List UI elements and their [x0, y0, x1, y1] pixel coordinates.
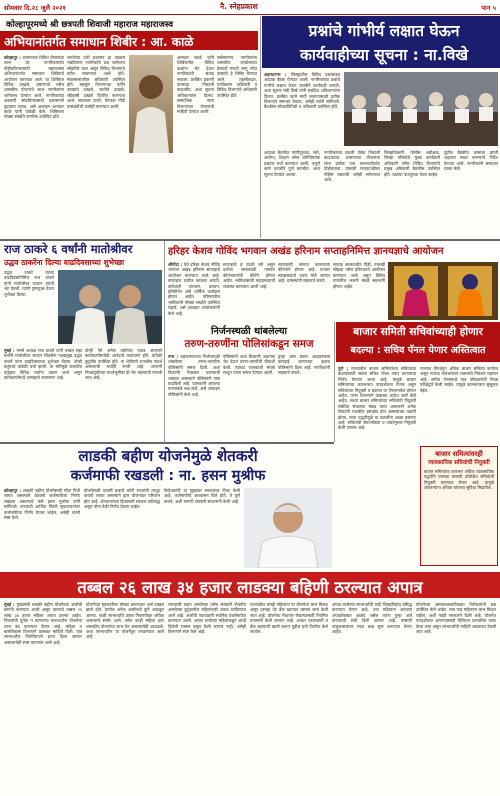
s3-body-col1: उद्धव ठाकरे यांच्या वाढदिवसानिमित्त राज ठाकरे यांनी मातोश्रीवर जाऊन त्यांची भेट घेतली. त्यांनी पुष्पगुच्छ देऊन शुभेच्छा दिल्या. [4, 270, 54, 297]
s8-headline: तब्बल २६ लाख ३४ हजार लाडक्या बहिणी ठरल्यात अपात्र [77, 578, 423, 597]
s3-body-col3: दोन्ही नेते अनेक वर्षांनंतर एकत्र आल्याने कार्यकर्त्यांमध्येही आनंदाचे वातावरण होते. यावेळी कुटुंबीय उपस्थित होते. या भेटीमागे राजकीय संदर्भ असल्याची चर्चाही रंगली आहे. आगामी निवडणुकीच्या पार्श्वभूमीवर ही भेट महत्त्वाची मानली जात आहे. [85, 348, 162, 381]
s8-body-col6: योजनेच्या अंमलबजावणीबाबत विरोधकांनी प्रश्न उपस्थित केले आहेत. मात्र पात्र महिलांना लाभ मिळत राहील, अशी ग्वाही सरकारने दिली आहे. योजनेत पारदर्शकता आणण्यासाठी डिजिटल प्रणालीचा वापर केला जात असून लाभार्थ्यांची माहिती अद्ययावत ठेवली जात आहे. [416, 602, 496, 635]
s6-body: राज्यातील बाजार समित्यांच्या सचिवांच्या बदल्यांसाठी स्वतंत्र सचिव पॅनल तयार करण्याचा निर्णय घेण्यात आला आहे. यामुळे बाजार समित्यांच्या कारभारात पारदर्शकता येणार असून सचिवांच्या नियुक्ती व बदल्या या पॅनलमार्फत होणार आहेत. पणन विभागाने याबाबत आदेश जारी केले आहेत. [338, 366, 416, 404]
s8-body: मुख्यमंत्री लाडकी बहीण योजनेच्या अर्जांची छाननी करण्यात आली असून त्यामध्ये तब्बल २६ लाख ३४ हजार महिला अपात्र ठरल्या आहेत. निकषांची पूर्तता न करणाऱ्या लाभार्थ्यांना योजनेचा लाभ बंद करण्यात येणार आहे. महिला व बालविकास विभागाने याबाबत माहिती दिली. पात्र लाभार्थ्यांना नियमितपणे हप्ता दिला जाणार असल्याचेही स्पष्ट करण्यात आले आहे. [4, 602, 82, 645]
issue-date: सोमवार दि.२८ जुलै २०२१ [4, 4, 66, 12]
s5-byline: नगर : [168, 354, 179, 359]
s7-body: लाडकी बहीण योजनेसाठी मोठा निधी लागत असल्याने शेतकरी कर्जमाफीचा निर्णय रखडला असल्याचे मंत्री हसन मुश्रीफ यांनी सांगितले. राज्याची आर्थिक स्थिती सुधारल्यानंतर कर्जमाफीचा निर्णय घेतला जाईल, असेही त्यांनी स्पष्ट केले. [4, 488, 80, 521]
s8-body-col1 [4, 602, 82, 794]
s5-body-col3: पुन्हा असा प्रकार आढळल्यास कारवाई करण्याचा इशारा पोलिसांनी दिला आहे. नागरिकांनी सहकार्य करावे. [278, 354, 330, 376]
s8-body-col5: अपात्र ठरलेल्या लाभार्थ्यांची यादी जिल्हानिहाय प्रसिद्ध करण्यात येणार आहे. ज्या महिलांना आपल्या अपात्रतेबाबत आक्षेप असेल त्यांना पुन्हा अर्ज करण्याची संधी दिली जाणार आहे. यासाठी तालुकास्तरावर मदत कक्ष सुरू करण्यात येणार आहेत. [332, 602, 412, 635]
s3-body-col2 [4, 348, 82, 438]
s4-deity-icon [388, 262, 498, 320]
s6-sidebar-title-line2: व्यावसायिक सचिवांची नियुक्ती [428, 460, 490, 466]
s3-photo [58, 270, 162, 344]
s2-body-col1 [264, 72, 340, 146]
s8-body-col4: राज्यातील लाखो महिलांना या योजनेचा लाभ मिळत असून दरमहा थेट बँक खात्यात रक्कम जमा केली जात आहे. योजनेचा गैरवापर रोखण्यासाठी नियमित तपासणी केली जाणार आहे. आधार पडताळणी व बँक खात्याची खात्री करून पुढील हप्ते वितरित केले जातील. [250, 602, 328, 635]
s1-body-col2: जनतेच्या दारी प्रशासन हा उपक्रम राबविताना नागरिकांचे प्रश्न जागेवरच सोडविले जात असून विविध विभागांचे स्टॉल लावण्यात आले होते. मंडलस्तरावरील अधिकारी उपस्थित होते. महसूल विभागाच्या वतीने उत्पन्नाचे दाखले, जातीचे दाखले, रहिवासी दाखले वितरित करण्यात आले. सातबारा उतारे, फेरफार नोंदी यासंबंधीची कामेही करण्यात आली. [67, 55, 125, 109]
s5-body: शहरालगतच्या निर्जनस्थळी थांबलेल्या तरुण-तरुणींना पोलिसांनी समज दिली. अशा ठिकाणी गैरप्रकार घडण्याची शक्यता असल्याने पोलिसांनी गस्त वाढविली आहे. पालकांनी आपल्या पाल्यांकडे लक्ष द्यावे, असे आवाहन पोलिसांनी केले आहे. [168, 354, 220, 397]
s2-photo [344, 72, 498, 146]
s3-body: मनसे अध्यक्ष राज ठाकरे यांनी तब्बल सहा वर्षांनी मातोश्रीवर जाऊन शिवसेना पक्षप्रमुख उद्धव ठाकरे यांना वाढदिवसाच्या शुभेच्छा दिल्या. दोन्ही बंधूंमध्ये यावेळी चर्चा झाली. या भेटीमुळे राजकीय वर्तुळात विविध चर्चांना उधाण आले असून कार्यकर्त्यांमध्ये उत्साहाचे वातावरण आहे. [4, 348, 82, 381]
s5-kicker: निर्जनस्थळी थांबलेल्या [210, 326, 288, 337]
s5-headline: तरुण-तरुणींना पोलिसांकडून समज [184, 338, 314, 350]
s7-photo [244, 488, 332, 568]
s2-body-col4: जिल्हाधिकारी, पोलीस अधीक्षक, जिल्हा परिषदेचे मुख्य कार्यकारी अधिकारी तसेच विविध विभागांचे प्रमुख अधिकारी बैठकीस उपस्थित होते. प्रश्नांचा पाठपुरावा केला जाईल. [384, 150, 440, 177]
s5-body-col1 [168, 354, 220, 440]
s1-body-col4: सर्वसामान्य नागरिकांना शासकीय कार्यालयात हेलपाटे मारावे लागू नयेत यासाठी हे शिबिर घेण्यात आले. तहसीलदार, गटविकास अधिकारी व विविध विभागांचे अधिकारी उपस्थित होते. [217, 55, 257, 98]
s4-byline: श्रीगोंदा : [168, 262, 183, 267]
s2-body-col3: नागरिकांच्या तक्रारी वेळेत निकाली काढाव्यात. शासनाच्या योजनांचा लाभ प्रत्येक पात्र लाभार्थ्यापर्यंत पोहोचवावा, यासाठी गावपातळीवर मोहीम राबवावी असेही सांगण्यात आले. [324, 150, 380, 183]
paper-name: नै. स्नेहप्रकाश [220, 2, 258, 11]
s6-headline-line1: बाजार समिती सचिवांच्याही होणार [353, 326, 483, 338]
s6-byline: पुणे : [338, 366, 349, 371]
s8-byline: मुंबई : [4, 602, 15, 607]
s6-headline-line2: बदल्या : सचिव पॅनल येणार अस्तित्वात [350, 345, 486, 356]
s3-subheadline: उद्धव ठाकरेंना दिल्या वाढदिवसाच्या शुभेच्छा [4, 258, 125, 267]
s7-headline-line2: कर्जमाफी रखडली : ना. हसन मुश्रीफ [70, 468, 266, 484]
s3-byline: मुंबई : [4, 348, 15, 353]
s3-people-icon [58, 270, 162, 344]
s4-body-col2: सप्ताहाचे हे यंदाचे वर्ष असून दररोज सायंकाळी नामवंत कीर्तनकारांची कीर्तने होणार आहेत. भाविकांसाठी महाप्रसादाची व्यवस्था करण्यात आली आहे. [223, 262, 275, 289]
s2-body-col2: आढावा बैठकीत पाणीपुरवठा, रस्ते, आरोग्य, शिक्षण तसेच शेतीविषयक प्रश्नांवर चर्चा करण्यात आली. अपूर्ण कामे तातडीने पूर्ण करावीत, अशा सूचना देण्यात आल्या. [264, 150, 320, 177]
s6-sidebar-body: बाजार समित्यांचा कारभार अधिक व्यावसायिक पद्धतीने चालावा यासाठी प्रशिक्षित सचिवांची नियुक्ती करण्यात येणार आहे. यामुळे शेतकऱ्यांना अधिक चांगल्या सुविधा मिळतील. [424, 469, 494, 491]
s4-headline: हरिहर केशव गोविंद भगवान अखंड हरिनाम सप्ताहनिमित्त ज्ञानयज्ञाचे आयोजन [168, 246, 444, 257]
s2-body: जिल्ह्यातील विविध प्रश्नांबाबत आढावा बैठक घेण्यात आली. नागरिकांच्या प्रश्नांचे गांभीर्य लक्षात घेऊन तातडीने कार्यवाही करावी, अशा सूचना मंत्री विखे यांनी संबंधित अधिकाऱ्यांना दिल्या. प्रलंबित कामे मार्गी लावण्यासाठी प्रत्येक विभागाने समन्वय ठेवावा, असेही त्यांनी सांगितले. बैठकीस लोकप्रतिनिधी व अधिकारी उपस्थित होते. [264, 72, 340, 110]
s4-body-col1 [168, 262, 220, 320]
s3-headline: राज ठाकरे ६ वर्षांनी मातोश्रीवर [4, 242, 133, 256]
s1-body: शासनाच्या विविध योजनांचा लाभ थेट नागरिकांपर्यंत पोहोचविण्यासाठी महाराजस्व अभियानांतर्गत समाधान शिबिराचे आयोजन करण्यात आले. या शिबिरात विविध दाखले, प्रमाणपत्रे तसेच शासकीय योजनांचे लाभ नागरिकांना जागेवरच देण्यात आले. नागरिकांच्या अडचणी सोडविण्यासाठी प्रशासनाने पुढाकार घ्यावा, असे आवाहन आमदार काळे यांनी यावेळी केले. शिबिराला मोठ्या संख्येने नागरिक उपस्थित होते. [4, 55, 64, 120]
s2-body-col5: पुढील बैठकीत कामांचा प्रगती अहवाल सादर करण्याचे निर्देश देण्यात आले. नागरिकांनी समाधान व्यक्त केले. [444, 150, 498, 172]
s1-person-icon [129, 55, 173, 153]
s8-body-col2: योजनेच्या सुरुवातीला मोठ्या प्रमाणावर अर्ज दाखल झाले होते. यातील अनेक अर्जांमध्ये त्रुटी आढळून आल्या. काही लाभार्थ्यांचे उत्पन्न निकषापेक्षा अधिक असल्याचे समोर आले. तसेच काही महिला इतर शासकीय योजनांचा लाभ घेत असल्याचेही आढळले. अशा लाभार्थ्यांना या योजनेतून वगळण्यात आले आहे. [86, 602, 164, 640]
s1-byline: कोल्हापूर : [4, 55, 21, 60]
s2-byline: अहमदनगर : [264, 72, 287, 77]
s6-body-col1: पुणे : राज्यातील बाजार समित्यांच्या सचिवांच्या बदल्यांसाठी स्वतंत्र सचिव पॅनल तयार करण्याचा निर्णय घेण्यात आला आहे. यामुळे बाजार समित्यांच्या कारभारात पारदर्शकता येणार असून सचिवांच्या नियुक्ती व बदल्या या पॅनलमार्फत होणार आहेत. पणन विभागाने याबाबत आदेश जारी केले आहेत. सध्या बाजार समित्यांच्या सचिवांची नियुक्ती संबंधित संचालक मंडळ करत असल्याने अनेक ठिकाणी राजकीय हस्तक्षेप होत असल्याच्या तक्रारी होत्या. नव्या पद्धतीमुळे या तक्रारींना आळा बसणार आहे. सचिवांची सेवाज्येष्ठता व पात्रतेनुसार नियुक्ती केली जाणार आहे. [338, 366, 416, 431]
s2-headline-line2: कार्यवाहीच्या सूचना : ना.विखे [299, 46, 469, 64]
s1-photo [129, 55, 173, 153]
s2-headline-line1: प्रश्नांचे गांभीर्य लक्षात घेऊन [308, 22, 460, 40]
s6-body-col2: राज्यात तीनशेहून अधिक बाजार समित्या कार्यरत असून त्यांच्या कारभारावर शासनाचे नियंत्रण राहणार आहे. सचिव पॅनलमध्ये पात्र उमेदवारांची निवड परीक्षेद्वारे केली जाईल. यामुळे कामकाजात सुसूत्रता येईल. [420, 366, 498, 393]
s4-photo [388, 262, 498, 320]
s7-person-icon [244, 488, 332, 568]
s7-body-col3: विरोधकांनी या मुद्द्यावर सरकारवर टीका केली आहे. कर्जमाफीचे आश्वासन दिले होते, ते पूर्ण करावे, अशी मागणी शेतकरी संघटनांनी केली आहे. [164, 488, 240, 504]
s1-body-col3: आमदार काळे यांनी शिबिरातील विविध कक्षांना भेट देऊन नागरिकांशी संवाद साधला. प्रलंबित प्रकरणे तात्काळ निकाली काढावीत, अशा सूचना अधिकाऱ्यांना दिल्या. सामाजिक न्याय विभागाच्या योजनांची माहिती देण्यात आली. [177, 55, 214, 115]
s1-body-col1 [4, 55, 64, 238]
s4-body-col4: सप्ताह कालावधीत दिंडी, पालखी सोहळा तसेच हरिपाठाचे आयोजन करण्यात आले असून विविध गावांतील भजनी मंडळे सहभागी होणार आहेत. [333, 262, 385, 289]
s7-body-col2: योजनेसाठी दरवर्षी हजारो कोटी रुपयांची तरतूद करावी लागत असल्याने इतर योजनांवर परिणाम होत आहे. शेतकऱ्यांच्या हितासाठी सरकार कटिबद्ध असून योग्य वेळी निर्णय घेतला जाईल. [84, 488, 160, 510]
s1-headline: अभियानांतर्गत समाधान शिबीर : आ. काळे [4, 35, 194, 49]
s6-sidebar-title-line1: बाजार समित्यांवरही [435, 450, 483, 458]
s2-meeting-icon [344, 72, 498, 146]
s8-body-col3: चारचाकी वाहन असलेल्या तसेच सरकारी नोकरीत असलेल्या कुटुंबातील महिलांनाही अपात्र ठरविण्यात आले आहे. अर्जांची पडताळणी स्थानिक यंत्रणेमार्फत करण्यात आली. अपात्र ठरलेल्या महिलांकडून आधी दिलेली रक्कम वसूल केली जाणार नाही, असेही विभागाने स्पष्ट केले आहे. [168, 602, 246, 635]
masthead [0, 0, 500, 15]
s5-body-col2: पोलिसांनी अशा ठिकाणी अचानक भेट देऊन तरुण-तरुणींची चौकशी केली. त्यांच्या पालकांशी संपर्क साधून त्यांना समज देण्यात आली. [223, 354, 275, 376]
s4-body: येथे हरिहर केशव गोविंद भगवान अखंड हरिनाम सप्ताहाचे आयोजन करण्यात आले आहे. सप्ताहात दररोज काकडा आरती, ज्ञानेश्वरी पारायण, प्रवचन, हरिकीर्तन असे धार्मिक कार्यक्रम होणार आहेत. परिसरातील भाविकांनी मोठ्या संख्येने उपस्थित राहावे, असे आवाहन आयोजकांनी केले आहे. [168, 262, 220, 316]
s6-sidebar-box [420, 446, 498, 566]
s1-kicker: कोल्हापूरमध्ये श्री छत्रपती शिवाजी महाराज महाराजस्व [6, 20, 174, 30]
s4-body-col3: सप्ताहाची सांगता काल्याच्या कीर्तनाने होणार आहे. यानंतर महाप्रसादाचे वाटप केले जाणार आहे. ग्रामस्थांनी सहकार्य करावे. [278, 262, 330, 284]
s7-body-col1 [4, 488, 80, 568]
page-number: पान ५ [481, 4, 496, 12]
s7-headline-line1: लाडकी बहीण योजनेमुळे शेतकरी [78, 447, 258, 465]
s7-byline: कोल्हापूर : [4, 488, 22, 493]
